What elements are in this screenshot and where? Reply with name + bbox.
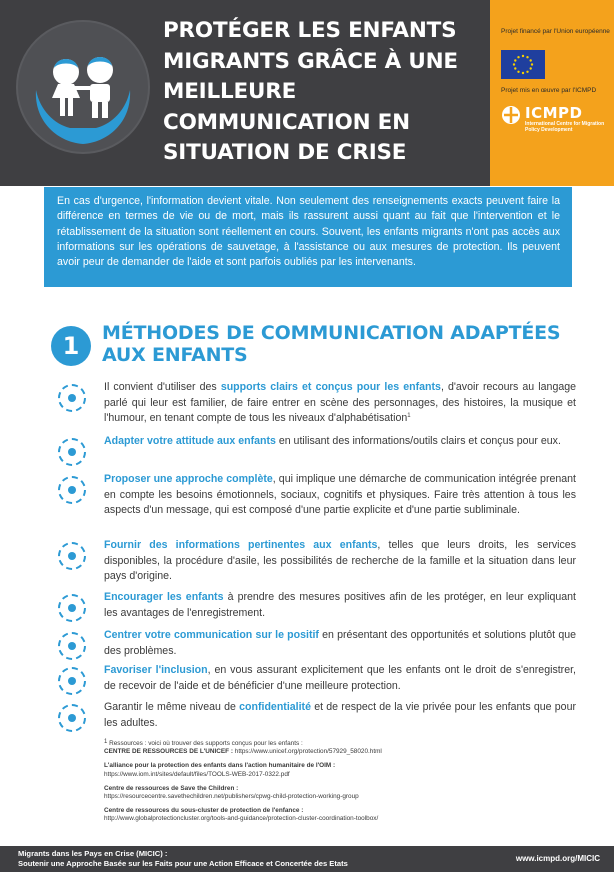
list-item-text: Encourager les enfants à prendre des mesures positives afin de les protéger, en leur expliquant les avantages de l'enregistrement.: [104, 591, 576, 619]
icmpd-emblem-icon: [501, 104, 521, 126]
eu-flag-icon: [501, 50, 545, 79]
footnote-intro: $^1$ Ressources : voici où trouver des supports conçus pour les enfants :: [104, 739, 303, 747]
footnote-link[interactable]: https://www.unicef.org/protection/57929_58020.html: [234, 748, 382, 756]
footnote-link[interactable]: https://resourcecentre.savethechildren.net/publishers/cpwg-child-protection-working-group: [104, 793, 359, 801]
icmpd-logo: [501, 104, 611, 134]
title-line: SITUATION DE CRISE: [163, 140, 407, 165]
page-title: [163, 16, 483, 169]
icmpd-full-name: International Centre for Migration Policy Development: [525, 121, 605, 133]
list-item-text: Garantir le même niveau de confidentialité et de respect de la vie privée pour les enfants que pour les adultes.: [104, 701, 576, 729]
title-line: COMMUNICATION EN: [163, 109, 410, 135]
sponsor-panel: [490, 0, 614, 186]
footer-line: Migrants dans les Pays en Crise (MICIC) :: [18, 849, 168, 858]
title-line: MEILLEURE: [163, 79, 297, 104]
list-item-text: Fournir des informations pertinentes aux enfants, telles que leurs droits, les services disponibles, la procédure d'asile, les possibilités de recherche de la famille et la situation dans leur pays d'origine.: [104, 539, 576, 583]
footnote-entry: [104, 762, 574, 778]
footnotes: [104, 740, 574, 830]
bullet-dot-icon: [58, 594, 86, 622]
footnote-link[interactable]: https://www.iom.int/sites/default/files/TOOLS-WEB-2017-0322.pdf: [104, 770, 290, 778]
title-line: MIGRANTS GRÂCE À UNE: [163, 48, 458, 74]
bullet-dot-icon: [58, 384, 86, 412]
children-hands-logo-icon: [16, 20, 150, 154]
list-item-text: Favoriser l'inclusion, en vous assurant explicitement que les enfants ont le droit de s'enregistrer, de recevoir de l'aide et de bénéficier d'une meilleure protection.: [104, 664, 576, 692]
list-item-text: Adapter votre attitude aux enfants en utilisant des informations/outils clairs et conçus pour eux.: [104, 435, 561, 447]
bullet-dot-icon: [58, 438, 86, 466]
list-item-text: Centrer votre communication sur le positif en présentant des opportunités et solutions plutôt que des problèmes.: [104, 629, 576, 657]
section-title-line: AUX ENFANTS: [102, 344, 248, 366]
title-line: PROTÉGER LES ENFANTS: [163, 18, 457, 43]
footnote-label: L'alliance pour la protection des enfants dans l'action humanitaire de l'OIM :: [104, 762, 336, 770]
section-heading: [50, 320, 570, 370]
bullet-dot-icon: [58, 632, 86, 660]
list-item-text: Il convient d'utiliser des supports clairs et conçus pour les enfants, d'avoir recours au langage parlé qui leur est familier, de faire entrer en scène des personnages, des histoires, la musique et l'humour, en tenant compte de tous les niveaux d'alphabétisation$^1$: [104, 381, 577, 425]
section-number-badge: 1: [51, 326, 91, 366]
footnote-entry: [104, 785, 574, 801]
section-title: [102, 322, 572, 366]
footnote-label: Centre de ressources du sous-cluster de protection de l'enfance :: [104, 807, 304, 815]
header-banner: [0, 0, 614, 186]
footnote-entry: [104, 807, 574, 823]
footer-link[interactable]: www.icmpd.org/MICIC: [515, 854, 600, 863]
list-item-text: Proposer une approche complète, qui implique une démarche de communication intégrée prenant en compte les besoins émotionnels, sociaux, cognitifs et physiques. Faire très attention à tous les aspects d'un message, qui est composé d'une partie explicite et d'une partie subliminale.: [104, 473, 576, 517]
bullet-dot-icon: [58, 704, 86, 732]
footnote-label: Centre de ressources de Save the Children :: [104, 784, 239, 792]
intro-box: En cas d'urgence, l'information devient vitale. Non seulement des renseignements exacts peuvent faire la différence en termes de vie ou de mort, mais ils rassurent aussi quant au fait que l'intervention et le rétablissement de la situation sont réellement en cours. Souvent, les enfants migrants n'ont pas accès aux informations sur les opérations de sauvetage, à l'assistance ou aux mesures de protection. Ils peuvent avoir peur de demander de l'aide et sont parfois oubliés par les intervenants.: [44, 187, 572, 287]
icmpd-name: ICMPD: [525, 104, 583, 122]
bullet-dot-icon: [58, 542, 86, 570]
footnote-line: CENTRE DE RESSOURCES DE L'UNICEF : https://www.unicef.org/protection/57929_58020.html: [104, 748, 382, 756]
section-title-line: MÉTHODES DE COMMUNICATION ADAPTÉES: [102, 322, 561, 344]
footer-project: [18, 849, 348, 868]
footer-line: Soutenir une Approche Basée sur les Faits pour une Action Efficace et Concertée des Etats: [18, 858, 348, 868]
footnote-entry: [104, 740, 574, 756]
implemented-label: Projet mis en œuvre par l'ICMPD: [501, 87, 597, 94]
footnote-link[interactable]: http://www.globalprotectioncluster.org/tools-and-guidance/protection-cluster-coordination-toolbox/: [104, 815, 379, 823]
funded-label: Projet financé par l'Union européenne: [501, 28, 610, 35]
footer-bar: [0, 846, 614, 872]
bullet-dot-icon: [58, 476, 86, 504]
bullet-dot-icon: [58, 667, 86, 695]
